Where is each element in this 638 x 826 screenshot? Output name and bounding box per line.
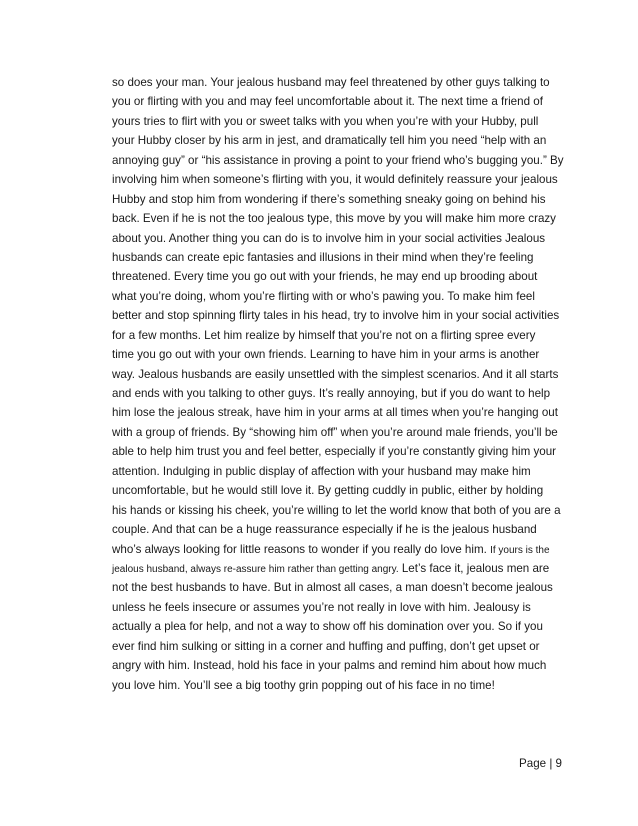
text-line-1: so does your man. Your jealous husband may feel threatened by other guys talking to — [112, 76, 550, 89]
text-line-16: way. Jealous husbands are easily unsettled with the simplest scenarios. And it all starts — [112, 367, 559, 381]
text-line-26-small: jealous husband, always re-assure him rather than getting angry. — [112, 563, 399, 575]
text-line-26-rest: Let’s face it, jealous men are — [398, 561, 550, 575]
text-line-25-main: who’s always looking for little reasons to wonder if you really do love him. — [112, 542, 487, 556]
text-line-15: time you go out with your own friends. Learning to have him in your arms is another — [112, 348, 540, 362]
text-line-28: unless he feels insecure or assumes you’re not really in love with him. Jealousy is — [112, 600, 531, 614]
text-line-4: your Hubby closer by his arm in jest, and dramatically tell him you need “help with an — [112, 134, 547, 148]
text-line-6: involving him when someone’s flirting with you, it would definitely reassure your jealous — [112, 173, 558, 187]
text-line-22: uncomfortable, but he would still love it. By getting cuddly in public, either by holding — [112, 484, 544, 498]
text-line-27: not the best husbands to have. But in almost all cases, a man doesn’t become jealous — [112, 581, 553, 595]
text-line-30: ever find him sulking or sitting in a corner and huffing and puffing, don’t get upset or — [112, 639, 540, 653]
text-line-11: threatened. Every time you go out with your friends, he may end up brooding about — [112, 270, 538, 284]
text-line-31: angry with him. Instead, hold his face in your palms and remind him about how much — [112, 659, 547, 673]
text-line-12: what you’re doing, whom you’re flirting with or who’s pawing you. To make him feel — [112, 289, 535, 303]
text-line-13: better and stop spinning flirty tales in his head, try to involve him in your social activities — [112, 309, 560, 323]
text-line-25-small: If yours is the — [490, 544, 550, 556]
text-line-8: back. Even if he is not the too jealous type, this move by you will make him more crazy — [112, 212, 556, 226]
text-line-5: annoying guy” or “his assistance in proving a point to your friend who’s bugging you.” By — [112, 153, 564, 167]
page-number: Page | 9 — [519, 757, 562, 770]
text-line-29: actually a plea for help, and not a way to show off his domination over you. So if you — [112, 620, 543, 634]
text-line-14: for a few months. Let him realize by himself that you’re not on a flirting spree every — [112, 328, 536, 342]
text-line-23: his hands or kissing his cheek, you’re willing to let the world know that both of you are a — [112, 503, 561, 517]
text-line-18: him lose the jealous streak, have him in your arms at all times when you’re hanging out — [112, 406, 558, 420]
text-line-10: husbands can create epic fantasies and illusions in their mind when they’re feeling — [112, 250, 534, 264]
text-line-26 — [112, 559, 582, 578]
text-line-3: yours tries to flirt with you or sweet talks with you when you’re with your Hubby, pull — [112, 114, 539, 128]
text-line-2: you or flirting with you and may feel uncomfortable about it. The next time a friend of — [112, 95, 543, 109]
text-line-25 — [112, 540, 582, 559]
body-paragraph — [112, 73, 582, 695]
text-line-19: with a group of friends. By “showing him off” when you’re around male friends, you’ll be — [112, 425, 558, 439]
text-line-7: Hubby and stop him from wondering if there’s something sneaky going on behind his — [112, 192, 546, 206]
text-line-21: attention. Indulging in public display of affection with your husband may make him — [112, 464, 531, 478]
text-line-24: couple. And that can be a huge reassurance especially if he is the jealous husband — [112, 523, 537, 537]
text-line-17: and ends with you talking to other guys. It’s really annoying, but if you do want to help — [112, 387, 551, 400]
text-line-32: you love him. You’ll see a big toothy grin popping out of his face in no time! — [112, 678, 495, 692]
text-line-20: able to help him trust you and feel better, especially if you’re constantly giving him your — [112, 445, 557, 459]
text-line-9: about you. Another thing you can do is to involve him in your social activities Jealous — [112, 231, 546, 245]
